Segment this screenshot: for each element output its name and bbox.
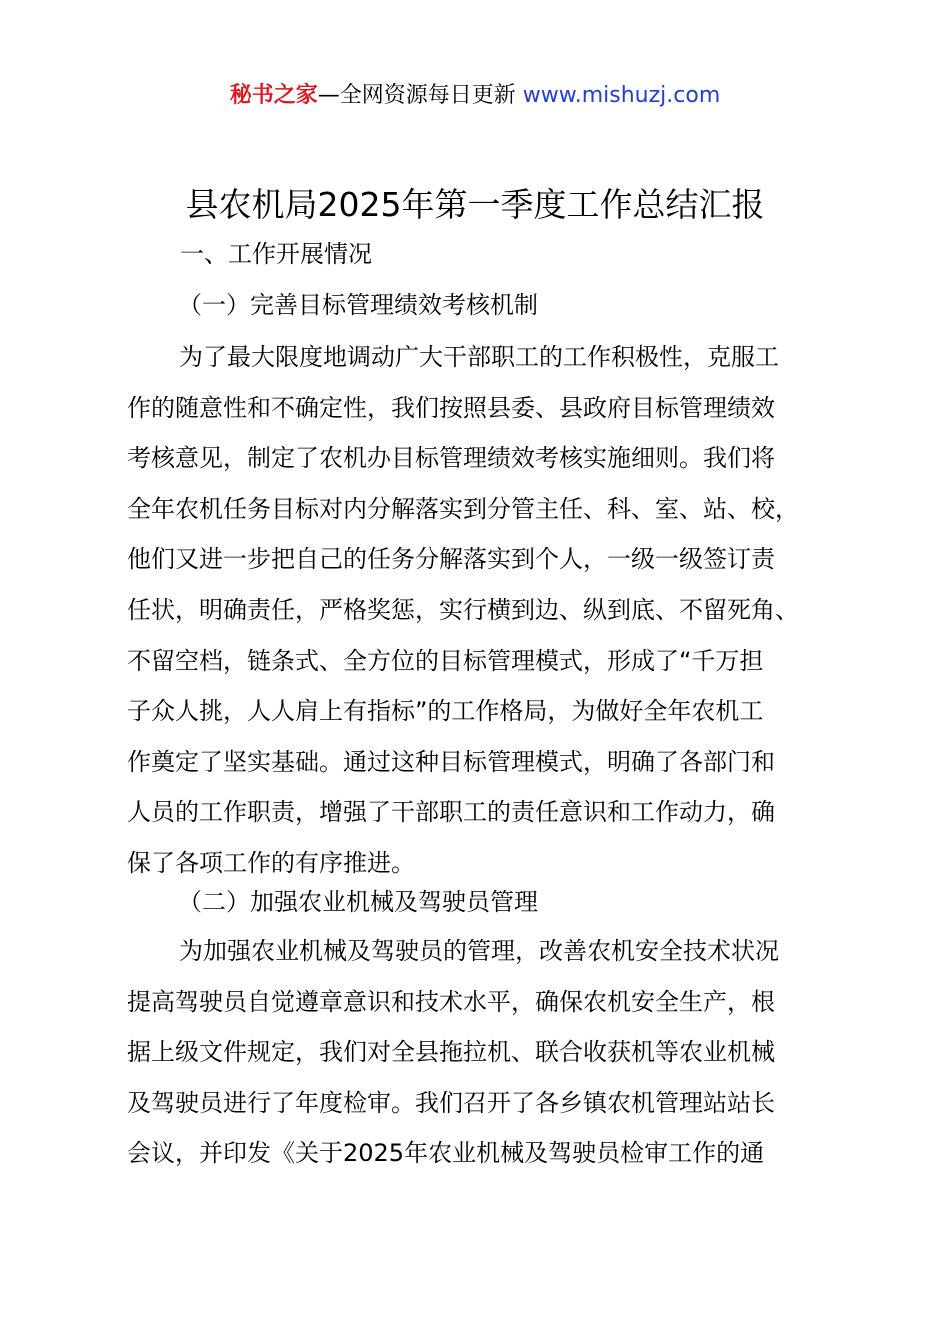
paragraph-line: 及驾驶员进行了年度检审。我们召开了各乡镇农机管理站站长 xyxy=(127,1088,775,1117)
paragraph-line: 考核意见，制定了农机办目标管理绩效考核实施细则。我们将 xyxy=(127,444,775,473)
paragraph-line: 人员的工作职责，增强了干部职工的责任意识和工作动力，确 xyxy=(127,798,775,827)
paragraph-line: 作奠定了坚实基础。通过这种目标管理模式，明确了各部门和 xyxy=(127,747,775,776)
paragraph-1 xyxy=(127,332,867,889)
paragraph-line: 提高驾驶员自觉遵章意识和技术水平，确保农机安全生产，根 xyxy=(127,987,775,1016)
header-slogan: —全网资源每日更新 xyxy=(317,83,523,108)
paragraph-line: 作的随意性和不确定性，我们按照县委、县政府目标管理绩效 xyxy=(127,393,775,422)
paragraph-line: 全年农机任务目标对内分解落实到分管主任、科、室、站、校， xyxy=(127,494,799,523)
document-title: 县农机局2025年第一季度工作总结汇报 xyxy=(185,185,765,224)
paragraph-line: 会议，并印发《关于2025年农业机械及驾驶员检审工作的通 xyxy=(127,1139,765,1168)
section-heading-1: 一、工作开展情况 xyxy=(180,240,372,268)
paragraph-2 xyxy=(127,926,867,1179)
site-url-link[interactable]: www.mishuzj.com xyxy=(522,83,721,108)
paragraph-line: 不留空档，链条式、全方位的目标管理模式，形成了“千万担 xyxy=(127,646,764,675)
brand-name: 秘书之家 xyxy=(229,83,318,108)
paragraph-line: 任状，明确责任，严格奖惩，实行横到边、纵到底、不留死角、 xyxy=(127,595,799,624)
paragraph-line: 为加强农业机械及驾驶员的管理，改善农机安全技术状况 xyxy=(179,937,779,965)
paragraph-line: 保了各项工作的有序推进。 xyxy=(127,848,415,877)
paragraph-line: 他们又进一步把自己的任务分解落实到个人，一级一级签订责 xyxy=(127,545,775,574)
subsection-heading-2: （二）加强农业机械及驾驶员管理 xyxy=(178,888,538,916)
paragraph-line: 据上级文件规定，我们对全县拖拉机、联合收获机等农业机械 xyxy=(127,1038,775,1067)
paragraph-line: 为了最大限度地调动广大干部职工的工作积极性，克服工 xyxy=(179,343,779,371)
subsection-heading-1: （一）完善目标管理绩效考核机制 xyxy=(178,291,538,319)
site-header xyxy=(0,80,950,112)
paragraph-line: 子众人挑，人人肩上有指标”的工作格局，为做好全年农机工 xyxy=(127,697,764,726)
